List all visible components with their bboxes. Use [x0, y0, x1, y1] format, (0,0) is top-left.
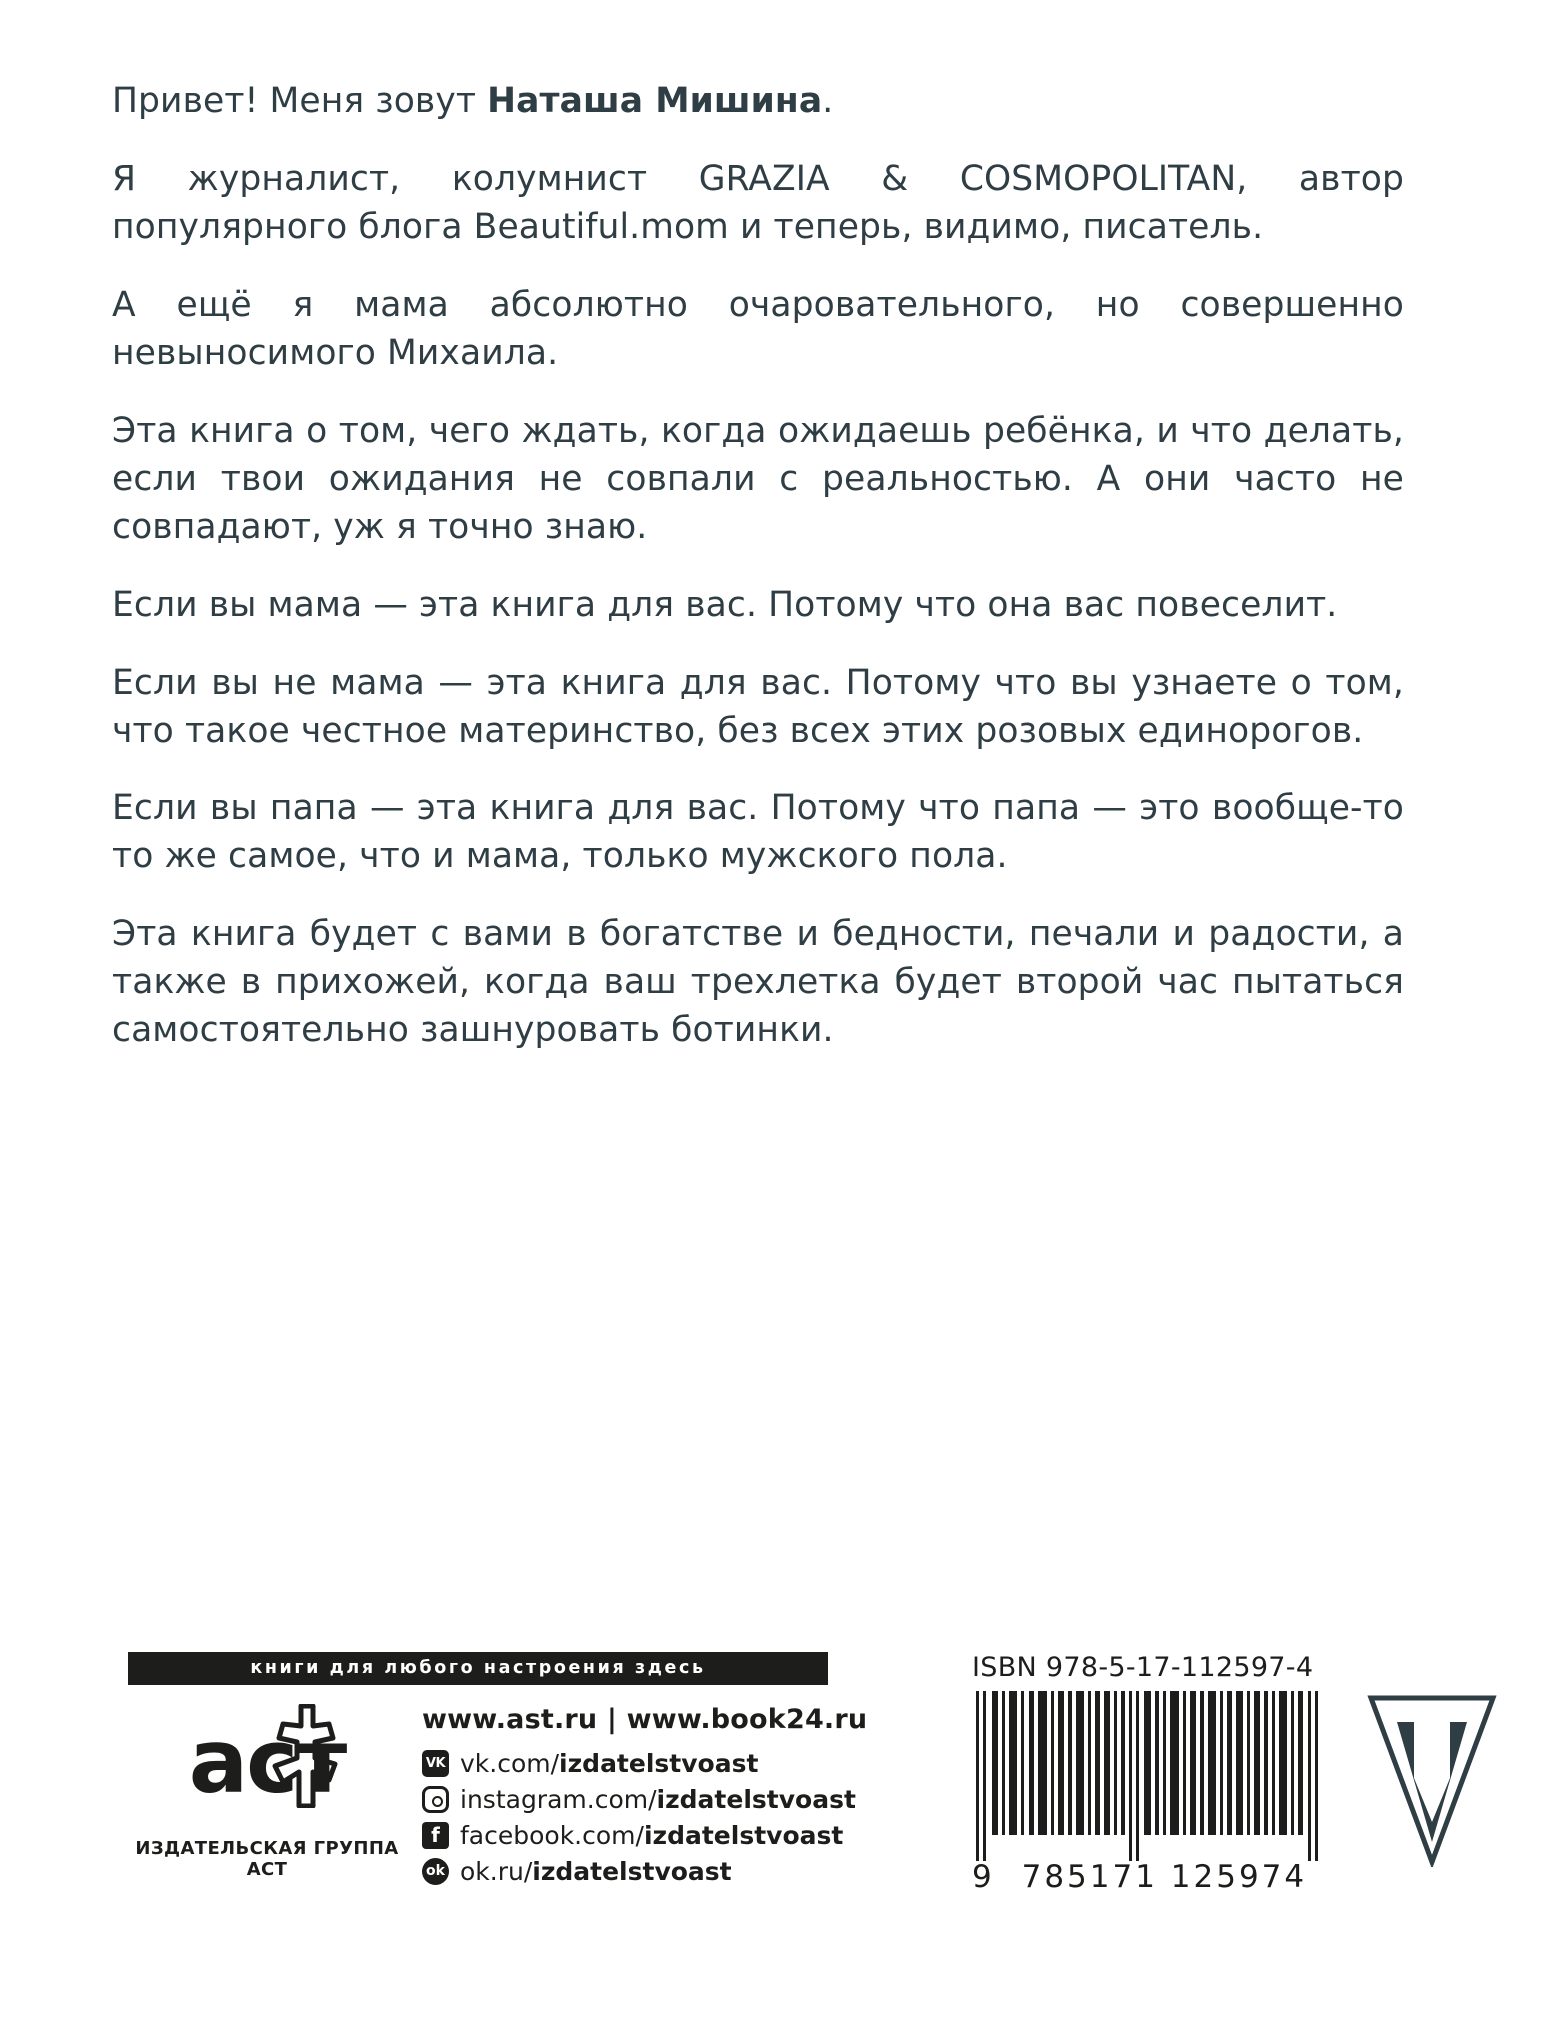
social-link-instagram[interactable]	[422, 1785, 942, 1814]
website-links[interactable]: www.ast.ru | www.book24.ru	[422, 1704, 868, 1735]
footer	[112, 1652, 1442, 1952]
isbn-block	[972, 1652, 1342, 1895]
vk-link-text: vk.com/izdatelstvoast	[460, 1749, 759, 1778]
barcode-digits	[972, 1859, 1327, 1895]
paragraph-greeting	[112, 78, 1404, 126]
ast-logo-text: аст	[188, 1710, 346, 1813]
publisher-logo	[132, 1702, 402, 1880]
paragraph-4: Эта книга о том, чего ждать, когда ожидаешь ребёнка, и что делать, если твои ожидания не совпали с реальностью. А они часто не совпадают, уж я точно знаю.	[112, 410, 1404, 547]
paragraph-6: Если вы не мама — эта книга для вас. Потому что вы узнаете о том, что такое честное материнство, без всех этих розовых единорогов.	[112, 662, 1404, 751]
blurb-text	[112, 78, 1404, 1055]
tagline-banner: книги для любого настроения здесь	[128, 1652, 828, 1685]
odnoklassniki-icon	[422, 1858, 449, 1885]
barcode-bars	[972, 1691, 1327, 1861]
imprint-v-icon	[1367, 1692, 1497, 1867]
paragraph-3: А ещё я мама абсолютно очаровательного, но совершенно невыносимого Михаила.	[112, 284, 1404, 373]
isbn-number: ISBN 978-5-17-112597-4	[972, 1652, 1314, 1683]
instagram-link-text: instagram.com/izdatelstvoast	[460, 1785, 856, 1814]
paragraph-8: Эта книга будет с вами в богатстве и бедности, печали и радости, а также в прихожей, когда ваш трехлетка будет второй час пытаться самостоятельно зашнуровать ботинки.	[112, 914, 1404, 1051]
imprint-logo	[1367, 1692, 1497, 1867]
greeting-suffix: .	[822, 81, 834, 121]
instagram-icon	[422, 1786, 449, 1813]
publisher-caption: ИЗДАТЕЛЬСКАЯ ГРУППА АСТ	[135, 1838, 399, 1880]
greeting-prefix: Привет! Меня зовут	[112, 81, 488, 121]
facebook-icon	[422, 1822, 449, 1849]
author-name: Наташа Мишина	[487, 81, 823, 121]
ast-logo-mark	[147, 1702, 387, 1832]
social-link-odnoklassniki[interactable]	[422, 1857, 942, 1886]
odnoklassniki-link-text: ok.ru/izdatelstvoast	[460, 1857, 732, 1886]
contacts-block	[422, 1704, 942, 1893]
social-link-vk[interactable]	[422, 1749, 942, 1778]
vk-icon	[422, 1750, 449, 1777]
facebook-link-text: facebook.com/izdatelstvoast	[460, 1821, 844, 1850]
paragraph-7: Если вы папа — эта книга для вас. Потому что папа — это вообще-то то же самое, что и мама, только мужского пола.	[112, 788, 1404, 877]
barcode	[972, 1691, 1327, 1895]
ast-figure-icon	[269, 1704, 343, 1808]
barcode-main-digits: 785171 125974	[1021, 1859, 1308, 1895]
barcode-check-digit: 9	[972, 1859, 995, 1895]
paragraph-5: Если вы мама — эта книга для вас. Потому что она вас повеселит.	[112, 584, 1338, 625]
paragraph-2: Я журналист, колумнист GRAZIA & COSMOPOLITAN, автор популярного блога Beautiful.mom и теперь, видимо, писатель.	[112, 158, 1404, 247]
social-link-facebook[interactable]	[422, 1821, 942, 1850]
